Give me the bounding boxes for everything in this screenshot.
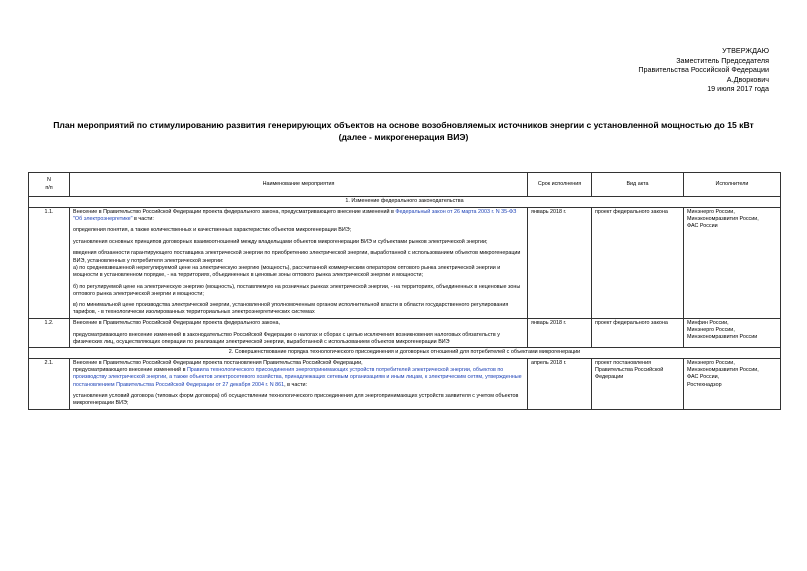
- header-number: [29, 173, 70, 197]
- row-measure: [70, 318, 528, 347]
- row-measure: [70, 358, 528, 409]
- approval-block: [638, 46, 769, 94]
- row-number: 1.2.: [29, 318, 70, 347]
- row-term: январь 2018 г.: [528, 318, 592, 347]
- table-row: [29, 207, 781, 318]
- title-line-2: (далее - микрогенерация ВИЭ): [338, 131, 469, 142]
- measure-paragraph: Внесение в Правительство Российской Федерации проекта федерального закона,: [73, 320, 280, 327]
- approval-position: Заместитель Председателя: [676, 55, 769, 65]
- document-title: [30, 120, 777, 143]
- header-executors: Исполнители: [684, 173, 781, 197]
- measure-paragraph: предусматривающего внесение изменений в законодательство Российской Федерации о налогах и сборах с целью исключения возникновения налоговых обязательств у физических лиц, осуществляющих операции по реализации электрической энергии, выработанной с использованием объектов микрогенерации ВИЭ: [73, 331, 500, 345]
- section-1-title: 1. Изменение федерального законодательства: [29, 197, 781, 208]
- row-term: январь 2018 г.: [528, 207, 592, 318]
- header-act: Вид акта: [592, 173, 684, 197]
- measure-paragraph: определения понятия, а также количественных и качественных характеристик объектов микрогенерации ВИЭ;: [73, 227, 352, 234]
- measure-paragraph: введения обязанности гарантирующего поставщика электрической энергии по приобретению электрической энергии, выработанной с использованием объектов микрогенерации ВИЭ, установленных у потребителя электрической энергии:: [73, 250, 521, 264]
- row-act: проект постановления Правительства Российской Федерации: [592, 358, 684, 409]
- header-number-pp: п/п: [45, 184, 53, 191]
- measure-paragraph: в) по минимальной цене производства электрической энергии, установленной уполномоченным органом исполнительной власти в области государственного регулирования тарифов, - в технологически изолированных территориальных электроэнергетических системах: [73, 302, 509, 316]
- measure-paragraph: Внесение в Правительство Российской Федерации проекта федерального закона, предусматривающего внесение изменений в Федеральный закон от 26 марта 2003 г. N 35-ФЗ "Об электроэнергетике" в части:: [73, 208, 517, 222]
- measure-paragraph: б) по регулируемой цене на электрическую энергию (мощность), поставляемую на розничных рынках электрической энергии, - на территориях, объединенных в неценовые зоны оптового рынка электрической энергии и мощности;: [73, 283, 521, 297]
- law-link[interactable]: Федеральный закон от 26 марта 2003 г. N 35-ФЗ "Об электроэнергетике": [73, 208, 517, 222]
- row-term: апрель 2018 г.: [528, 358, 592, 409]
- row-executors: Минэнерго России, Минэкономразвития России, ФАС России, Ростехнадзор: [684, 358, 781, 409]
- row-number: 1.1.: [29, 207, 70, 318]
- row-act: проект федерального закона: [592, 207, 684, 318]
- header-term: Срок исполнения: [528, 173, 592, 197]
- title-line-1: План мероприятий по стимулированию развития генерирующих объектов на основе возобновляемых источников энергии с установленной мощностью до 15 кВт: [53, 120, 754, 130]
- row-measure: [70, 207, 528, 318]
- section-2-title: 2. Совершенствование порядка технологического присоединения и договорных отношений для потребителей с объектами микрогенерации: [29, 348, 781, 359]
- measure-paragraph: установления основных принципов договорных взаимоотношений между владельцами объектов микрогенерации ВИЭ и субъектами рынков электрической энергии;: [73, 238, 488, 245]
- row-act: проект федерального закона: [592, 318, 684, 347]
- row-executors: Минфин России, Минэнерго России, Минэкономразвития России: [684, 318, 781, 347]
- approval-signatory: А.Дворкович: [726, 74, 769, 84]
- approval-organization: Правительства Российской Федерации: [638, 65, 769, 75]
- table-header-row: [29, 173, 781, 197]
- measure-paragraph: установления условий договора (типовых форм договора) об осуществлении технологического присоединения для энергопринимающих устройств заявителя с учетом объектов микрогенерации ВИЭ;: [73, 393, 519, 407]
- header-number-n: N: [47, 177, 51, 184]
- measure-paragraph: Внесение в Правительство Российской Федерации проекта постановления Правительства Российской Федерации, предусматривающего внесение изменений в Правила технологического присоединения энергопринимающих устройств потребителей электрической энергии, объектов по производству электрической энергии, а также объектов электросетевого хозяйства, принадлежащих сетевым организациям и иным лицам, к электрическим сетям, утвержденные постановлением Правительства Российской Федерации от 27 декабря 2004 г. N 861, в части:: [73, 359, 522, 388]
- row-executors: Минэнерго России, Минэкономразвития России, ФАС России: [684, 207, 781, 318]
- rules-link[interactable]: Правила технологического присоединения энергопринимающих устройств потребителей электрической энергии, объектов по производству электрической энергии, а также объектов электросетевого хозяйства, принадлежащих сетевым организациям и иным лицам, к электрическим сетям, утвержденные постановлением Правительства Российской Федерации от 27 декабря 2004 г. N 861: [73, 367, 522, 388]
- table-row: [29, 318, 781, 347]
- measure-paragraph: а) по средневзвешенной нерегулируемой цене на электрическую энергию (мощность), рассчитанной коммерческим оператором оптового рынка электрической энергии и мощности в установленном порядке, - на территориях, объединенных в ценовые зоны оптового рынка электрической энергии и мощности;: [73, 264, 501, 279]
- approval-date: 19 июля 2017 года: [707, 84, 769, 94]
- row-number: 2.1.: [29, 358, 70, 409]
- section-row: [29, 348, 781, 359]
- section-row: [29, 197, 781, 208]
- table-row: [29, 358, 781, 409]
- approval-heading: УТВЕРЖДАЮ: [722, 46, 769, 55]
- measures-table: [28, 172, 781, 410]
- header-name: Наименование мероприятия: [70, 173, 528, 197]
